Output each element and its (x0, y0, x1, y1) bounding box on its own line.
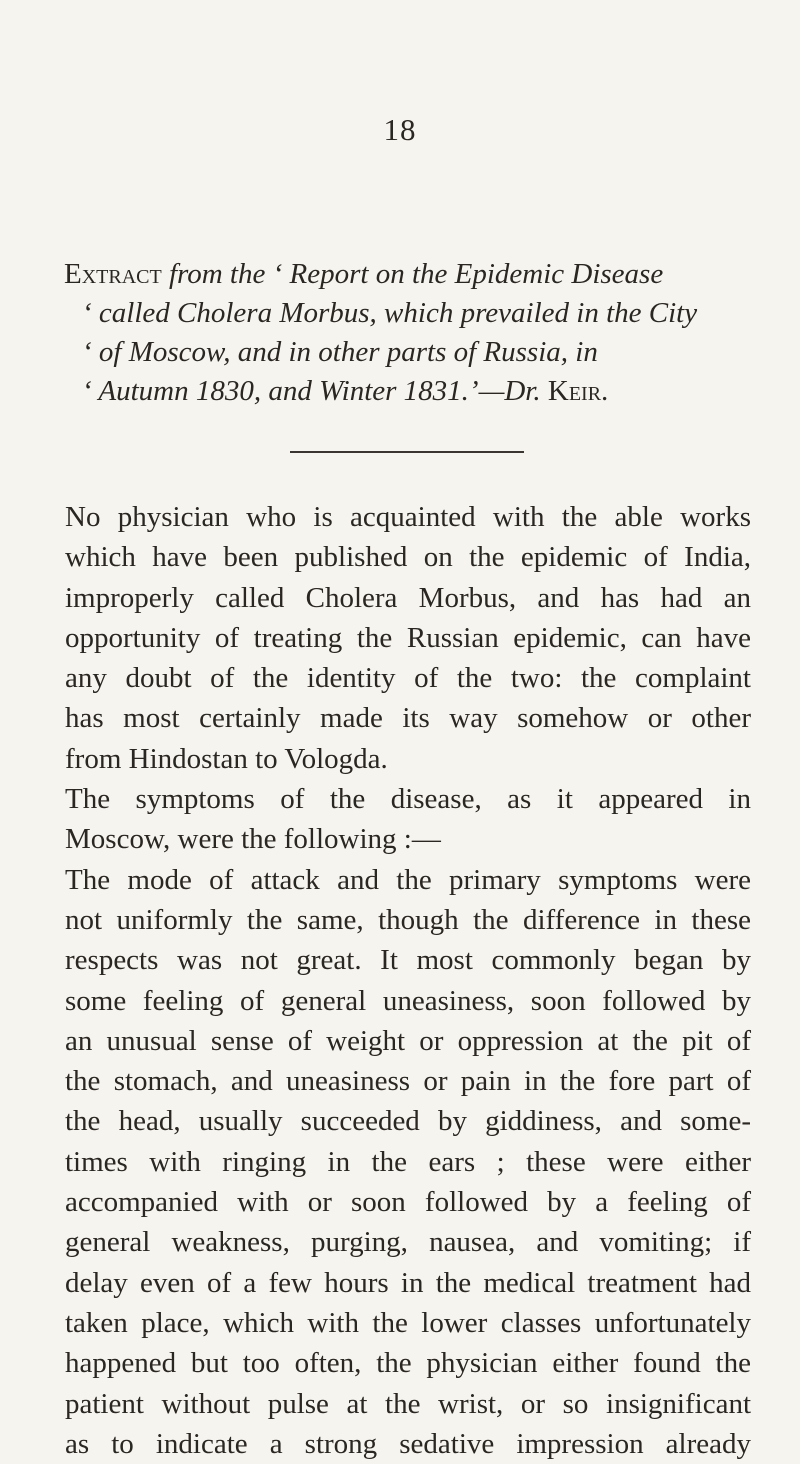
body-line: The symptoms of the disease, as it appeared in (65, 783, 751, 816)
body-line: some feeling of general uneasiness, soon followed by (65, 984, 751, 1017)
heading-extract-word: Extract (64, 258, 162, 290)
heading-author-name: Keir. (547, 375, 609, 407)
body-line: an unusual sense of weight or oppression at the pit of (65, 1024, 751, 1057)
extract-heading (64, 255, 744, 411)
body-line: as to indicate a strong sedative impression already (65, 1427, 751, 1460)
body-line: taken place, which with the lower classes unfortunately (65, 1306, 751, 1339)
heading-line-4 (64, 372, 744, 411)
body-line: opportunity of treating the Russian epidemic, can have (65, 621, 751, 654)
body-text (65, 497, 751, 1464)
body-line: delay even of a few hours in the medical treatment had (65, 1266, 751, 1299)
body-line: improperly called Cholera Morbus, and has had an (65, 581, 751, 614)
section-divider (290, 451, 524, 453)
heading-line-3: ‘ of Moscow, and in other parts of Russia, in (82, 336, 598, 368)
body-line: any doubt of the identity of the two: the complaint (65, 662, 751, 695)
page-number: 18 (383, 112, 417, 147)
body-line: patient without pulse at the wrist, or so insignificant (65, 1387, 751, 1420)
heading-line-1-text: from the ‘ Report on the Epidemic Disease (161, 258, 664, 290)
body-line: respects was not great. It most commonly began by (65, 944, 751, 977)
body-line: not uniformly the same, though the difference in these (65, 903, 751, 936)
body-line: The mode of attack and the primary symptoms were (65, 863, 751, 896)
body-line: happened but too often, the physician either found the (65, 1347, 751, 1380)
body-line: general weakness, purging, nausea, and vomiting; if (65, 1226, 751, 1259)
heading-line-4-text: ‘ Autumn 1830, and Winter 1831.’—Dr. (82, 375, 548, 407)
body-line: the stomach, and uneasiness or pain in the fore part of (65, 1065, 751, 1098)
heading-line-1 (64, 255, 744, 294)
body-line: accompanied with or soon followed by a feeling of (65, 1186, 751, 1219)
body-line: times with ringing in the ears ; these were either (65, 1145, 751, 1178)
body-line: the head, usually succeeded by giddiness, and some- (65, 1105, 751, 1138)
body-line: from Hindostan to Vologda. (65, 742, 388, 775)
heading-line-2: ‘ called Cholera Morbus, which prevailed in the City (82, 297, 698, 329)
body-line: No physician who is acquainted with the able works (65, 501, 751, 533)
body-line: Moscow, were the following :— (65, 823, 441, 856)
body-line: has most certainly made its way somehow or other (65, 702, 751, 735)
body-line: which have been published on the epidemic of India, (65, 541, 751, 574)
